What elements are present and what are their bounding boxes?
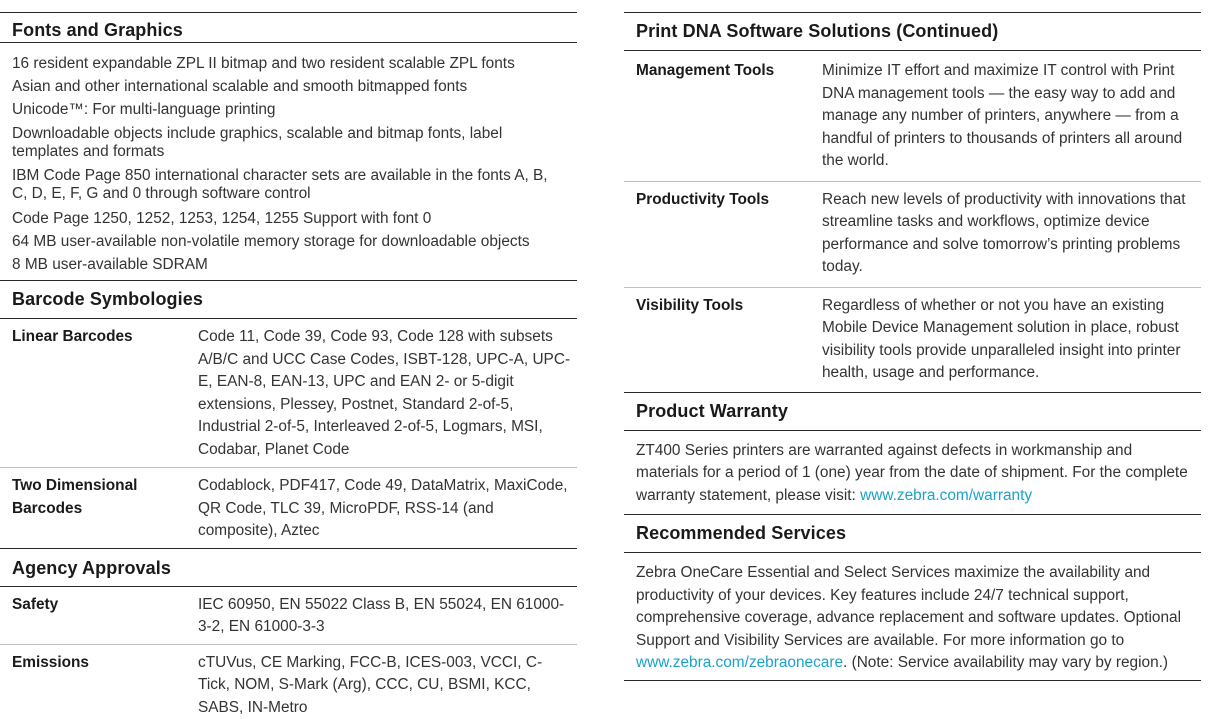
spec-label: Two Dimensional Barcodes <box>12 477 138 517</box>
spec-label: Productivity Tools <box>636 190 770 208</box>
list-item: Unicode™: For multi-language printing <box>12 101 276 119</box>
spec-value: Minimize IT effort and maximize IT control with Print DNA management tools — the easy way to add and manage any number of printers, anywhere — from a handful of printers to thousands of printers all around the world. <box>822 62 1183 169</box>
spec-row-2d-barcodes <box>0 468 577 548</box>
spec-label: Emissions <box>12 653 89 671</box>
services-note: . (Note: Service availability may vary by region.) <box>843 654 1169 671</box>
section-title-agency: Agency Approvals <box>12 557 171 578</box>
spec-value: IEC 60950, EN 55022 Class B, EN 55024, EN 61000-3-2, EN 61000-3-3 <box>198 595 565 636</box>
spec-value: Code 11, Code 39, Code 93, Code 128 with subsets A/B/C and UCC Case Codes, ISBT-128, UPC-A, UPC-E, EAN-8, EAN-13, UPC and EAN 2- or 5-digit extensions, Plessey, Postnet, Standard 2-of-5, Industrial 2-of-5, Interleaved 2-of-5, Logmars, MSI, Codabar, Planet Code <box>198 328 571 458</box>
section-title-services: Recommended Services <box>636 523 847 543</box>
spec-value: cTUVus, CE Marking, FCC-B, ICES-003, VCCI, C-Tick, NOM, S-Mark (Arg), CCC, CU, BSMI, KCC, SABS, IN-Metro <box>198 653 543 716</box>
spec-label: Safety <box>12 595 59 613</box>
divider <box>624 680 1201 681</box>
list-item: 16 resident expandable ZPL II bitmap and two resident scalable ZPL fonts <box>12 55 515 72</box>
section-title-barcode: Barcode Symbologies <box>12 289 203 310</box>
left-column <box>0 0 577 719</box>
spec-row-productivity-tools <box>624 182 1201 287</box>
section-title-fonts-graphics: Fonts and Graphics <box>12 20 183 40</box>
spec-row-linear-barcodes <box>0 319 577 467</box>
section-title-printdna: Print DNA Software Solutions (Continued) <box>636 21 999 41</box>
spec-label: Visibility Tools <box>636 296 744 314</box>
spec-row-management-tools <box>624 51 1201 181</box>
list-item: Downloadable objects include graphics, scalable and bitmap fonts, label templates and formats <box>12 124 503 160</box>
services-text <box>624 553 1201 680</box>
spec-value: Reach new levels of productivity with innovations that streamline tasks and workflows, optimize device performance and solve tomorrow’s printing problems today. <box>822 190 1186 275</box>
services-link[interactable]: www.zebra.com/zebraonecare <box>636 654 844 671</box>
list-item: 8 MB user-available SDRAM <box>12 256 208 274</box>
spec-row-emissions <box>0 645 577 719</box>
warranty-text <box>624 431 1201 515</box>
spec-label: Management Tools <box>636 62 775 79</box>
list-item: IBM Code Page 850 international character sets are available in the fonts A, B, C, D, E, F, G and 0 through software control <box>12 166 548 202</box>
spec-label: Linear Barcodes <box>12 328 133 346</box>
list-item: Asian and other international scalable and smooth bitmapped fonts <box>12 78 468 96</box>
warranty-body: ZT400 Series printers are warranted against defects in workmanship and materials for a period of 1 (one) year from the date of shipment. For the complete warranty statement, please visit: <box>636 441 1188 504</box>
fonts-graphics-list <box>0 43 577 282</box>
list-item: Code Page 1250, 1252, 1253, 1254, 1255 Support with font 0 <box>12 209 432 227</box>
spec-row-safety <box>0 587 577 644</box>
services-body: Zebra OneCare Essential and Select Services maximize the availability and productivity of your devices. Key features include 24/7 technical support, comprehensive coverage, advance replacement and software updates. Optional Support and Visibility Services are available. For more information go to <box>636 564 1181 649</box>
spec-row-visibility-tools <box>624 288 1201 392</box>
right-column <box>624 0 1201 681</box>
list-item: 64 MB user-available non-volatile memory storage for downloadable objects <box>12 232 530 250</box>
warranty-link[interactable]: www.zebra.com/warranty <box>860 486 1033 504</box>
spec-value: Codablock, PDF417, Code 49, DataMatrix, MaxiCode, QR Code, TLC 39, MicroPDF, RSS-14 (and composite), Aztec <box>198 477 568 540</box>
spec-value: Regardless of whether or not you have an existing Mobile Device Management solution in place, robust visibility tools provide unparalleled insight into printer health, usage and performance. <box>822 296 1181 381</box>
section-title-warranty: Product Warranty <box>636 400 788 421</box>
